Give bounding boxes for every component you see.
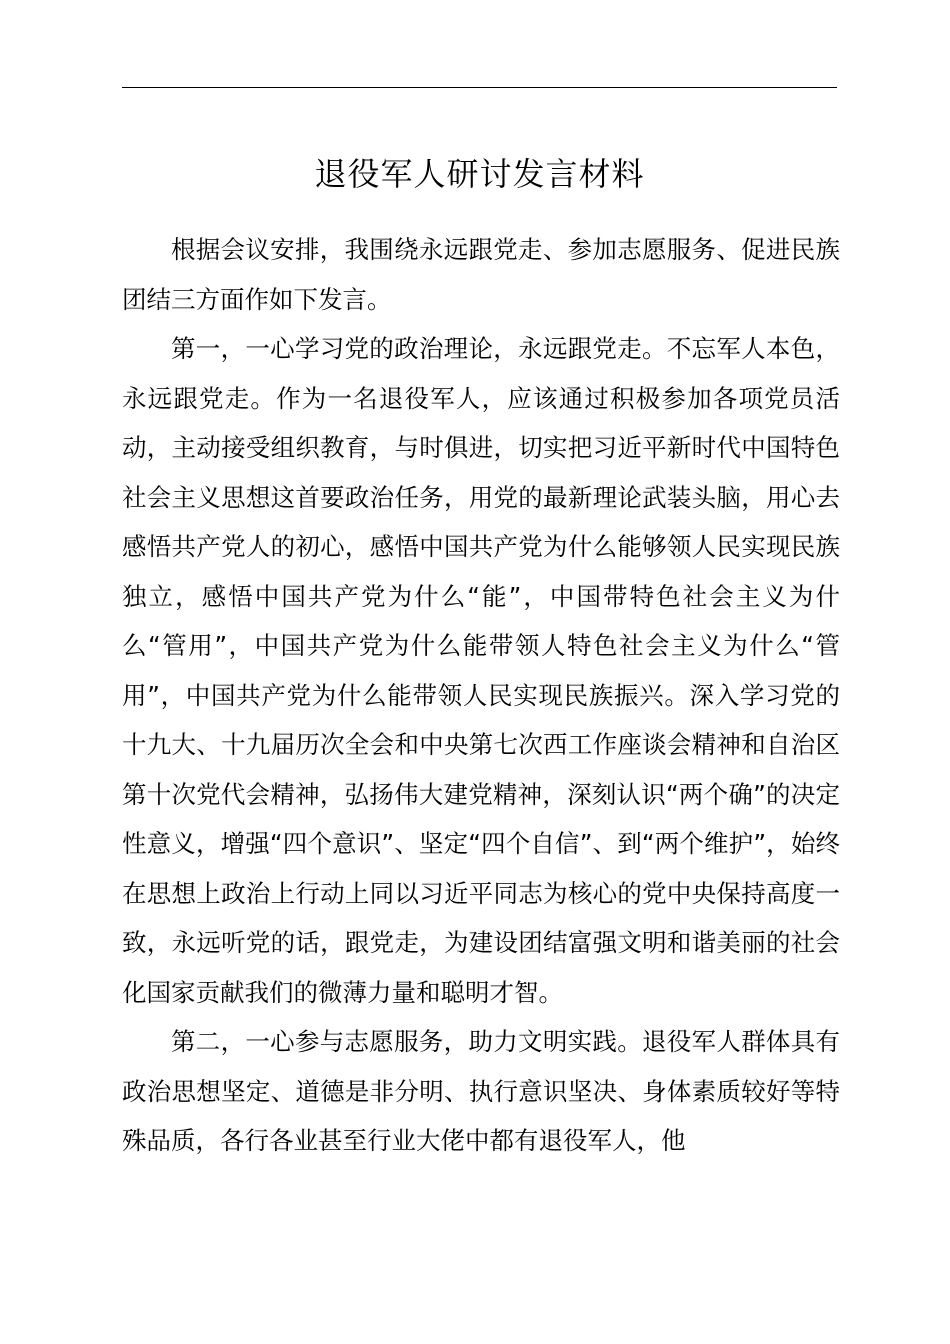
paragraph-first-point: 第一，一心学习党的政治理论，永远跟党走。不忘军人本色，永远跟党走。作为一名退役军人，应该通过积极参加各项党员活动，主动接受组织教育，与时俱进，切实把习近平新时代中国特色社会主义思想这首要政治任务，用党的最新理论武装头脑，用心去感悟共产党人的初心，感悟中国共产党为什么能够领人民实现民族独立，感悟中国共产党为什么“能”，中国带特色社会主义为什么“管用”，中国共产党为什么能带领人特色社会主义为什么“管用”，中国共产党为什么能带领人民实现民族振兴。深入学习党的十九大、十九届历次全会和中央第七次西工作座谈会精神和自治区第十次党代会精神，弘扬伟大建党精神，深刻认识“两个确”的决定性意义，增强“四个意识”、坚定“四个自信”、到“两个维护”，始终在思想上政治上行动上同以习近平同志为核心的党中央保持高度一致，永远听党的话，跟党走，为建设团结富强文明和谐美丽的社会化国家贡献我们的微薄力量和聪明才智。 — [122, 334, 840, 1007]
header-rule — [122, 87, 837, 88]
document-title: 退役军人研讨发言材料 — [314, 155, 645, 193]
paragraph-intro: 根据会议安排，我围绕永远跟党走、参加志愿服务、促进民族团结三方面作如下发言。 — [122, 235, 840, 314]
document-body — [122, 225, 840, 1166]
paragraph-second-point: 第二，一心参与志愿服务，助力文明实践。退役军人群体具有政治思想坚定、道德是非分明、执行意识坚决、身体素质较好等特殊品质，各行各业甚至行业大佬中都有退役军人，他 — [122, 1027, 840, 1155]
